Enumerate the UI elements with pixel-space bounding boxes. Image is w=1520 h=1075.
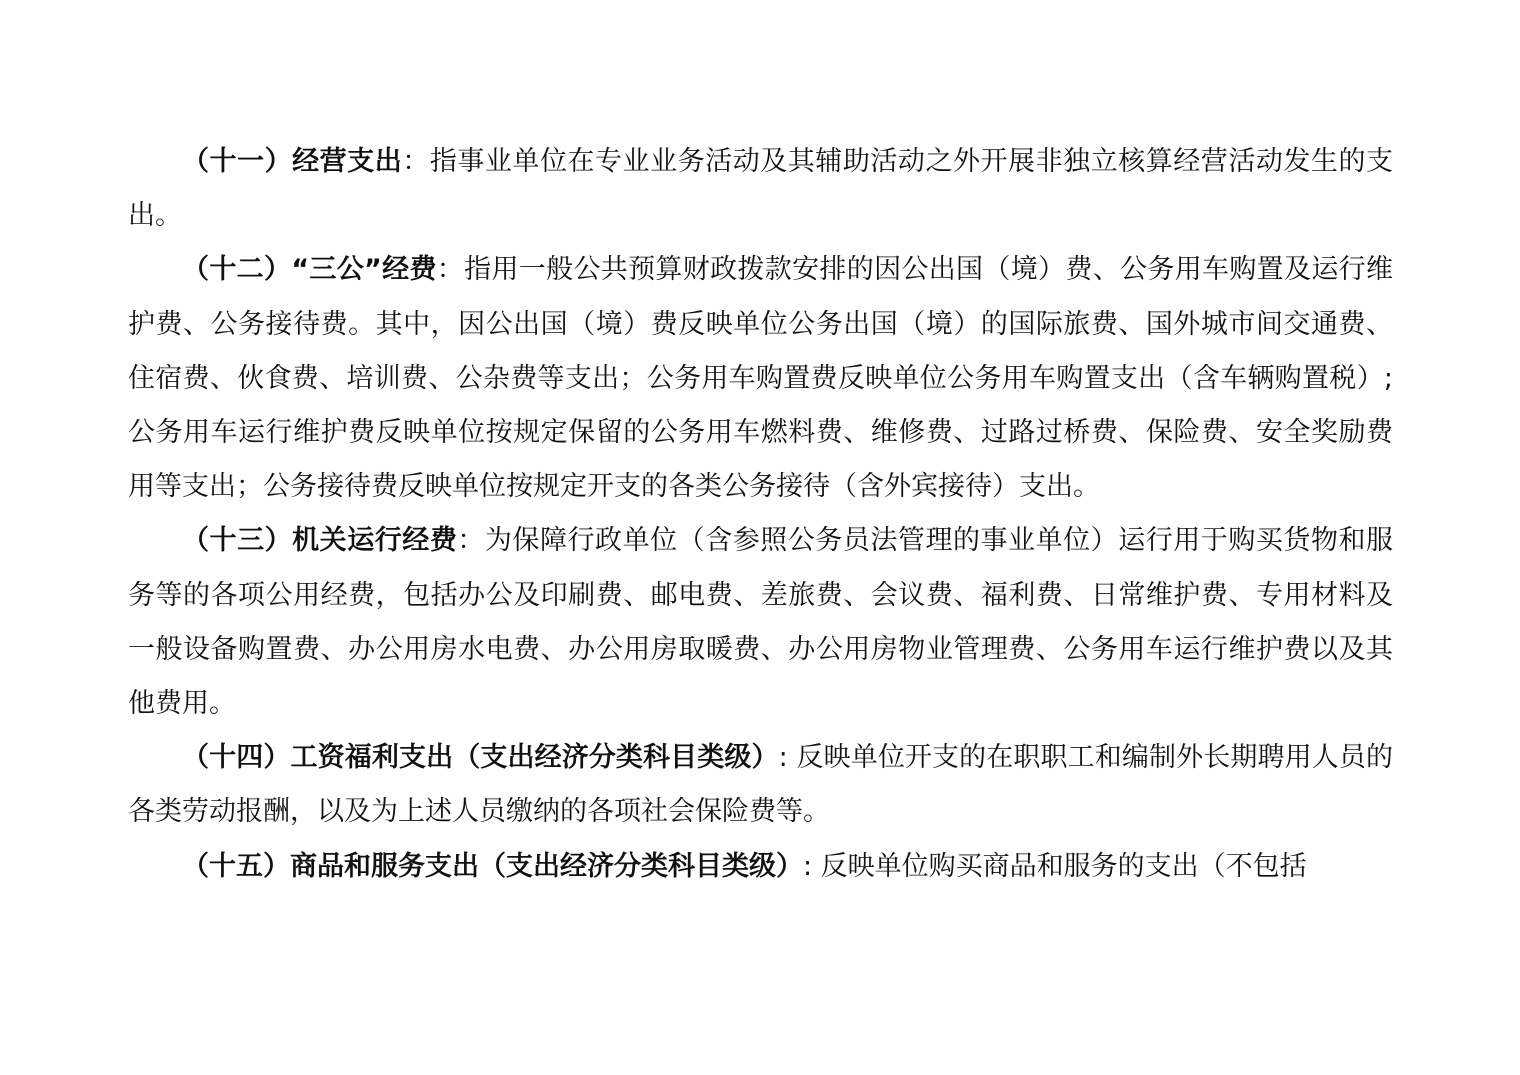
term-definition: ：指用一般公共预算财政拨款安排的因公出国（境）费、公务用车购置及运行维护费、公务接待费。其中，因公出国（境）费反映单位公务出国（境）的国际旅费、国外城市间交通费、住宿费、伙食费、培训费、公杂费等支出；公务用车购置费反映单位公务用车购置支出（含车辆购置税）;公务用车运行维护费反映单位按规定保留的公务用车燃料费、维修费、过路过桥费、保险费、安全奖励费用等支出；公务接待费反映单位按规定开支的各类公务接待（含外宾接待）支出。 xyxy=(128,254,1393,503)
term-heading: （十五）商品和服务支出（支出经济分类科目类级） xyxy=(182,850,803,882)
term-definition: ：为保障行政单位（含参照公务员法管理的事业单位）运行用于购买货物和服务等的各项公用经费，包括办公及印刷费、邮电费、差旅费、会议费、福利费、日常维护费、专用材料及一般设备购置费、办公用房水电费、办公用房取暖费、办公用房物业管理费、公务用车运行维护费以及其他费用。 xyxy=(128,525,1394,720)
paragraph-goods-services-expenses xyxy=(128,840,1393,894)
term-definition: ：指事业单位在专业业务活动及其辅助活动之外开展非独立核算经营活动发生的支出。 xyxy=(128,146,1394,232)
document-page xyxy=(128,135,1393,894)
term-heading: （十三）机关运行经费 xyxy=(182,525,458,557)
term-heading: （十一）经营支出 xyxy=(182,146,403,177)
term-definition: : 反映单位购买商品和服务的支出（不包括 xyxy=(803,850,1307,882)
term-heading: （十二）“三公”经费 xyxy=(182,254,437,286)
term-heading: （十四）工资福利支出（支出经济分类科目类级） xyxy=(182,742,779,774)
paragraph-three-public-expenses xyxy=(128,243,1393,514)
paragraph-wages-welfare-expenses xyxy=(128,731,1393,839)
paragraph-agency-operating-funds xyxy=(128,514,1393,731)
term-definition: : 反映单位开支的在职职工和编制外长期聘用人员的各类劳动报酬，以及为上述人员缴纳的各项社会保险费等。 xyxy=(128,742,1393,828)
paragraph-operating-expenses xyxy=(128,135,1393,243)
